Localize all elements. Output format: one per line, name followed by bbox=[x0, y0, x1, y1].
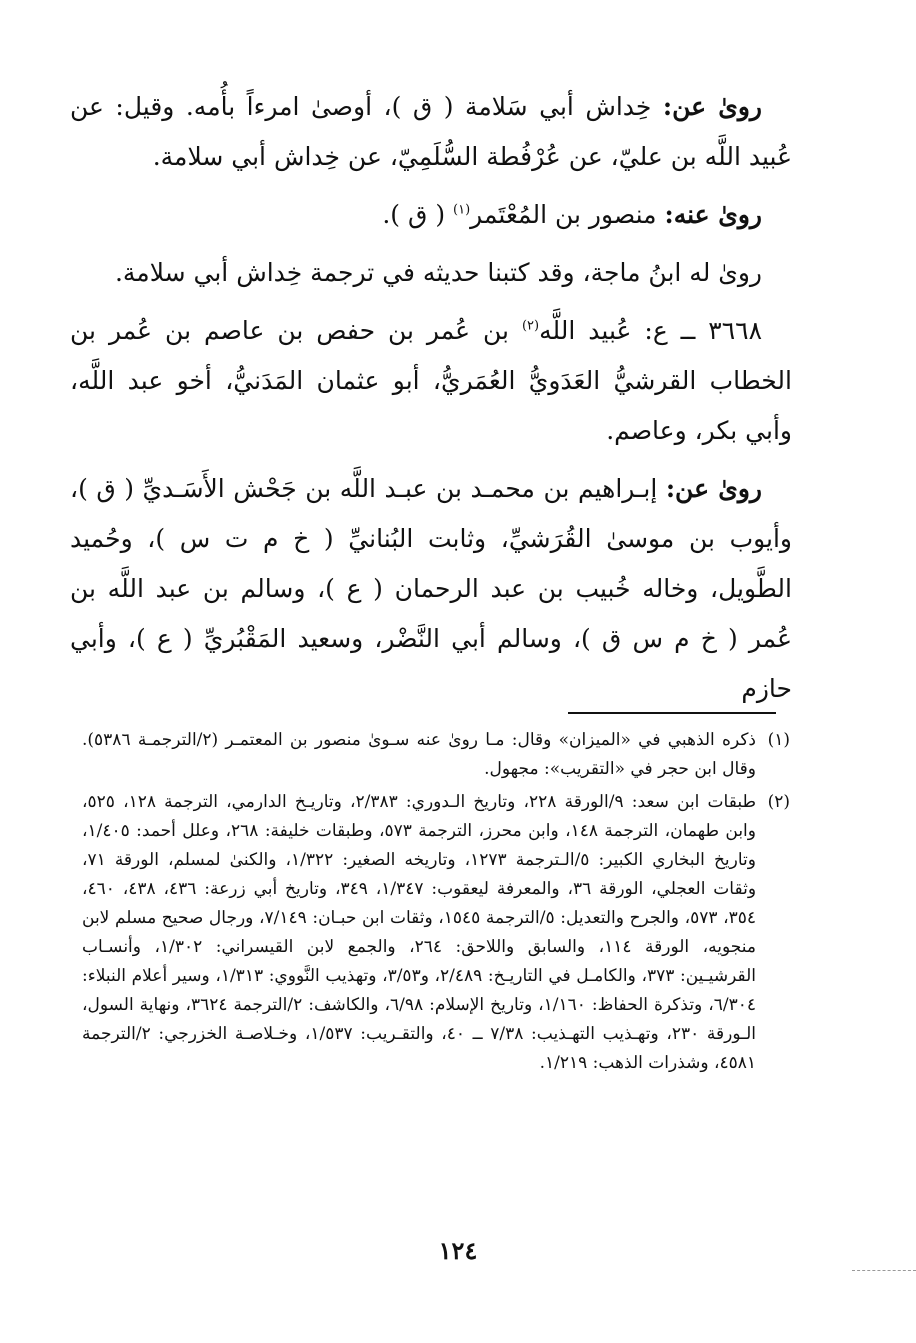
footnote-ref: (٢) bbox=[521, 318, 540, 334]
page-number: ١٢٤ bbox=[438, 1236, 478, 1265]
footnotes bbox=[82, 726, 790, 1082]
entry-name: عُبيد اللَّه bbox=[539, 316, 645, 345]
footnote-text: طبقات ابن سعد: ٩/الورقة ٢٢٨، وتاريخ الـدوري: ٢/٣٨٣، وتاريـخ الدارمي، الترجمة ١٢٨، ٥٢٥، وابن طهمان، الترجمة ١٤٨، وابن محرز، الترجمة ٥٧٣، وطبقات خليفة: ٢٦٨، وعلل أحمد: ١/٤٠٥، وتاريخ البخاري الكبير: ٥/الـترجمة ١٢٧٣، وتاريخه الصغير: ١/٣٢٢، والكنىٰ لمسلم، الورقة ٧١، وثقات العجلي، الورقة ٣٦، والمعرفة ليعقوب: ١/٣٤٧، ٣٤٩، وتاريخ أبي زرعة: ٤٣٦، ٤٣٨، ٤٦٠، ٣٥٤، ٥٧٣، والجرح والتعديل: ٥/الترجمة ١٥٤٥، وثقات ابن حبـان: ٧/١٤٩، ورجال صحيح مسلم لابن منجويه، الورقة ١١٤، والسابق واللاحق: ٢٦٤، والجمع لابن القيسراني: ١/٣٠٢، وأنسـاب القرشيـين: ٣٧٣، والكامـل في التاريـخ: ٢/٤٨٩، و٣/٥٣، وتهذيب النَّووي: ١/٣١٣، وسير أعلام النبلاء: ٦/٣٠٤، وتذكرة الحفاظ: ١/١٦٠، وتاريخ الإسلام: ٦/٩٨، والكاشف: ٢/الترجمة ٣٦٢٤، ونهاية السول، الـورقة ٢٣٠، وتهـذيب التهـذيب: ٧/٣٨ ــ ٤٠، والتقـريب: ١/٥٣٧، وخـلاصـة الخزرجي: ٢/الترجمة ٤٥٨١، وشذرات الذهب: ١/٢١٩. bbox=[82, 792, 757, 1073]
paragraph-text: منصور بن المُعْتَمر bbox=[470, 200, 665, 229]
footnote-number: (٢) bbox=[767, 792, 790, 812]
heading-narrated-from: رویٰ عن: bbox=[662, 92, 763, 121]
paragraph-text: خِداش أبي سَلامة ( ق )، أوصىٰ امرءاً بأُمه. وقيل: عن عُبيد اللَّه بن عليّ، عن عُرْفُطة السُّلَمِيّ، عن خِداش أبي سلامة. bbox=[70, 92, 792, 171]
footnote-1 bbox=[82, 726, 790, 784]
paragraph-narrated-from-2 bbox=[70, 464, 792, 714]
footnote-ref: (١) bbox=[453, 202, 471, 218]
footnote-2 bbox=[82, 788, 790, 1078]
paragraph-ibn-majah bbox=[70, 248, 792, 298]
entry-number: ٣٦٦٨ ــ ع: bbox=[644, 316, 763, 345]
paragraph-text: رویٰ له ابنُ ماجة، وقد كتبنا حديثه في ترجمة خِداش أبي سلامة. bbox=[114, 258, 762, 287]
footnote-number: (١) bbox=[767, 730, 790, 750]
footnote-separator bbox=[568, 712, 776, 714]
heading-narrated-by: رویٰ عنه: bbox=[664, 200, 762, 229]
paragraph-narrated-from bbox=[70, 82, 792, 182]
entry-3668 bbox=[70, 306, 792, 456]
paragraph-text: إبـراهيم بن محمـد بن عبـد اللَّه بن جَحْش الأَسَـديِّ ( ق )، وأيوب بن موسىٰ القُرَشيِّ، وثابت البُنانيِّ ( خ م ت س )، وحُميد الطَّويل، وخاله خُبيب بن عبد الرحمان ( ع )، وسالم بن عبد اللَّه بن عُمر ( خ م س ق )، وسالم أبي النَّضْر، وسعيد المَقْبُريِّ ( ع )، وأبي حازم bbox=[70, 474, 792, 703]
footnote-text: ذكره الذهبي في «الميزان» وقال: مـا روىٰ عنه سـوىٰ منصور بن المعتمـر (٢/الترجمـة ٥٣٨٦). وقال ابن حجر في «التقريب»: مجهول. bbox=[82, 730, 756, 779]
entry-text: بن عُمر بن حفص بن عاصم بن عُمر بن الخطاب القرشيُّ العَدَويُّ العُمَريُّ، أبو عثمان المَدَنيُّ، أخو عبد اللَّه، وأبي بكر، وعاصم. bbox=[70, 316, 792, 445]
scan-margin-mark bbox=[852, 1270, 916, 1271]
paragraph-narrated-by bbox=[70, 190, 792, 240]
paragraph-text-tail: ( ق ). bbox=[382, 200, 454, 229]
heading-narrated-from: رویٰ عن: bbox=[665, 474, 763, 503]
main-text bbox=[70, 82, 792, 714]
